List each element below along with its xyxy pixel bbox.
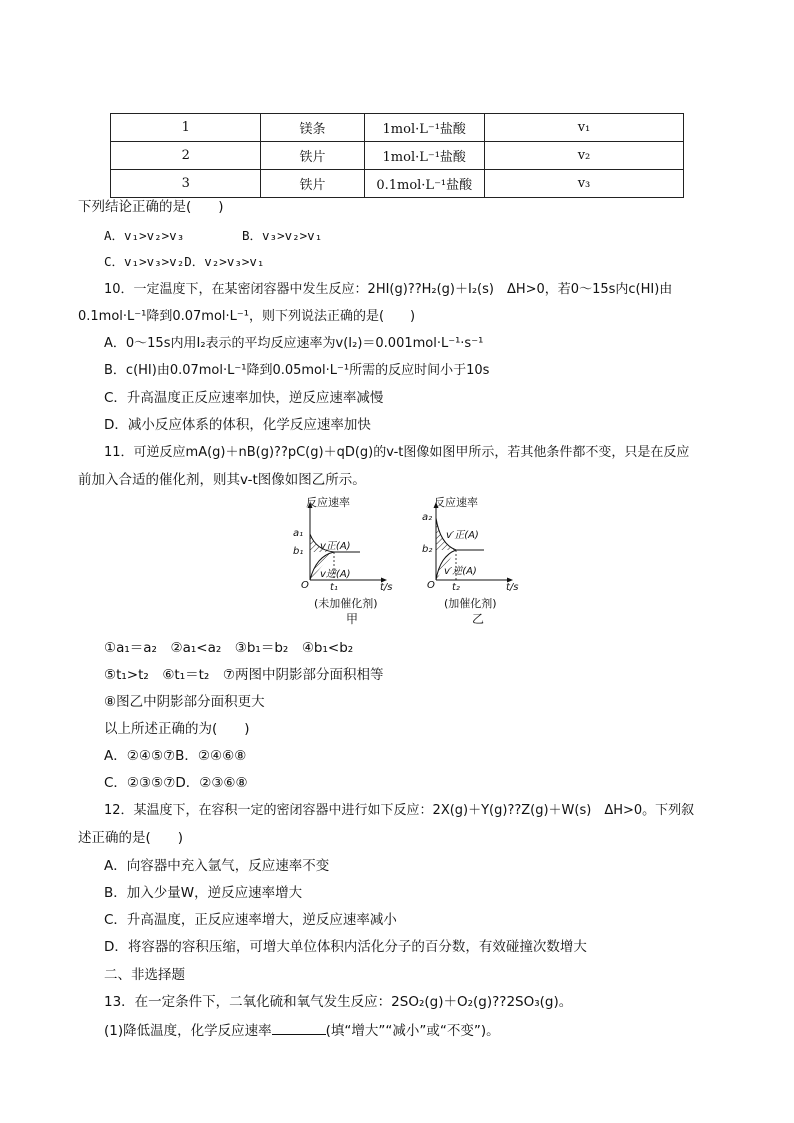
fig-jia-caption: (未加催化剂) xyxy=(314,597,378,610)
q10-option-a: A．0～15s内用I₂表示的平均反应速率为v(I₂)＝0.001mol·L⁻¹·s⁻¹ xyxy=(104,336,484,351)
acid-cell: 1mol·L⁻¹盐酸 xyxy=(364,114,484,142)
metal-cell: 铁片 xyxy=(261,142,364,170)
metal-cell: 铁片 xyxy=(261,170,364,198)
experiment-table xyxy=(110,113,684,198)
q9-option-a: A．v₁>v₂>v₃ xyxy=(104,228,185,243)
q13-sub1-text: (1)降低温度，化学反应速率 xyxy=(104,1023,272,1039)
fig-jia-xlabel: t/s xyxy=(380,582,393,593)
answer-blank xyxy=(272,1020,326,1035)
q13-stem: 13．在一定条件下，二氧化硫和氧气发生反应：2SO₂(g)＋O₂(g)??2SO₃(g)。 xyxy=(104,994,573,1010)
experiment-number: 1 xyxy=(111,114,261,142)
q9-option-cd: C．v₁>v₃>v₂D．v₂>v₃>v₁ xyxy=(104,254,265,269)
q9-prompt: 下列结论正确的是( ) xyxy=(78,199,224,215)
rate-cell: v₃ xyxy=(484,170,683,198)
q11-prompt: 以上所述正确的为( ) xyxy=(104,721,250,737)
q12-option-b: B．加入少量W，逆反应速率增大 xyxy=(104,885,303,901)
fig-yi-t-label: t₂ xyxy=(452,582,460,593)
experiment-number: 2 xyxy=(111,142,261,170)
q9-option-b: B．v₃>v₂>v₁ xyxy=(242,228,323,243)
figure-jia xyxy=(292,496,393,626)
q11-stem-line1: 11．可逆反应mA(g)＋nB(g)??pC(g)＋qD(g)的v-t图像如图甲所示，若其他条件都不变，只是在反应 xyxy=(104,445,690,460)
q12-stem-line1: 12．某温度下，在容积一定的密闭容器中进行如下反应：2X(g)＋Y(g)??Z(g)＋W(s) ΔH>0。下列叙 xyxy=(104,803,695,818)
fig-jia-ylabel: 反应速率 xyxy=(306,496,350,509)
fig-jia-origin: O xyxy=(301,580,309,591)
q10-option-d: D．减小反应体系的体积，化学反应速率加快 xyxy=(104,417,371,433)
fig-yi-name: 乙 xyxy=(472,612,485,626)
q10-option-b: B．c(HI)由0.07mol·L⁻¹降到0.05mol·L⁻¹所需的反应时间小于10s xyxy=(104,363,490,378)
q13-sub1-options: (填“增大”“减小”或“不变”)。 xyxy=(325,1023,500,1039)
q11-statements-1: ①a₁＝a₂ ②a₁<a₂ ③b₁＝b₂ ④b₁<b₂ xyxy=(104,640,354,656)
fig-jia-vni: v逆(A) xyxy=(320,569,351,580)
experiment-number: 3 xyxy=(111,170,261,198)
q11-options-cd: C．②③⑤⑦D．②③⑥⑧ xyxy=(104,775,248,791)
metal-cell: 镁条 xyxy=(261,114,364,142)
rate-cell: v₁ xyxy=(484,114,683,142)
fig-jia-vzheng: v正(A) xyxy=(320,541,351,552)
fig-jia-a-label: a₁ xyxy=(293,528,304,539)
section-heading: 二、非选择题 xyxy=(104,967,185,983)
q11-statements-2: ⑤t₁>t₂ ⑥t₁＝t₂ ⑦两图中阴影部分面积相等 xyxy=(104,667,384,683)
fig-jia-t-label: t₁ xyxy=(330,582,338,593)
q12-option-c: C．升高温度，正反应速率增大，逆反应速率减小 xyxy=(104,912,397,928)
q12-option-a: A．向容器中充入氩气，反应速率不变 xyxy=(104,858,330,874)
table-row xyxy=(111,114,684,142)
fig-yi-a-label: a₂ xyxy=(422,512,433,523)
figure-yi xyxy=(418,496,519,626)
rate-cell: v₂ xyxy=(484,142,683,170)
q10-option-c: C．升高温度正反应速率加快，逆反应速率减慢 xyxy=(104,390,384,406)
q13-sub1 xyxy=(104,1020,500,1040)
fig-yi-origin: O xyxy=(427,580,435,591)
acid-cell: 0.1mol·L⁻¹盐酸 xyxy=(364,170,484,198)
q10-stem-line2: 0.1mol·L⁻¹降到0.07mol·L⁻¹，则下列说法正确的是( ) xyxy=(78,309,416,324)
fig-yi-caption: (加催化剂) xyxy=(444,597,497,610)
fig-jia-name: 甲 xyxy=(346,612,359,626)
q11-stem-line2: 前加入合适的催化剂，则其v-t图像如图乙所示。 xyxy=(78,472,366,488)
q11-options-ab: A．②④⑤⑦B．②④⑥⑧ xyxy=(104,748,247,764)
fig-yi-xlabel: t/s xyxy=(506,582,519,593)
table-row xyxy=(111,142,684,170)
q11-statements-3: ⑧图乙中阴影部分面积更大 xyxy=(104,694,265,710)
q10-stem-line1: 10．一定温度下，在某密闭容器中发生反应：2HI(g)??H₂(g)＋I₂(s) ΔH>0，若0～15s内c(HI)由 xyxy=(104,282,673,297)
q12-stem-line2: 述正确的是( ) xyxy=(78,830,184,846)
fig-yi-vzheng: v′正(A) xyxy=(446,530,479,541)
q12-option-d: D．将容器的容积压缩，可增大单位体积内活化分子的百分数，有效碰撞次数增大 xyxy=(104,939,587,955)
acid-cell: 1mol·L⁻¹盐酸 xyxy=(364,142,484,170)
fig-yi-b-label: b₂ xyxy=(422,544,433,555)
fig-jia-b-label: b₁ xyxy=(293,546,304,557)
fig-yi-ylabel: 反应速率 xyxy=(434,496,478,509)
table-row xyxy=(111,170,684,198)
fig-yi-vni: v′逆(A) xyxy=(444,566,477,577)
